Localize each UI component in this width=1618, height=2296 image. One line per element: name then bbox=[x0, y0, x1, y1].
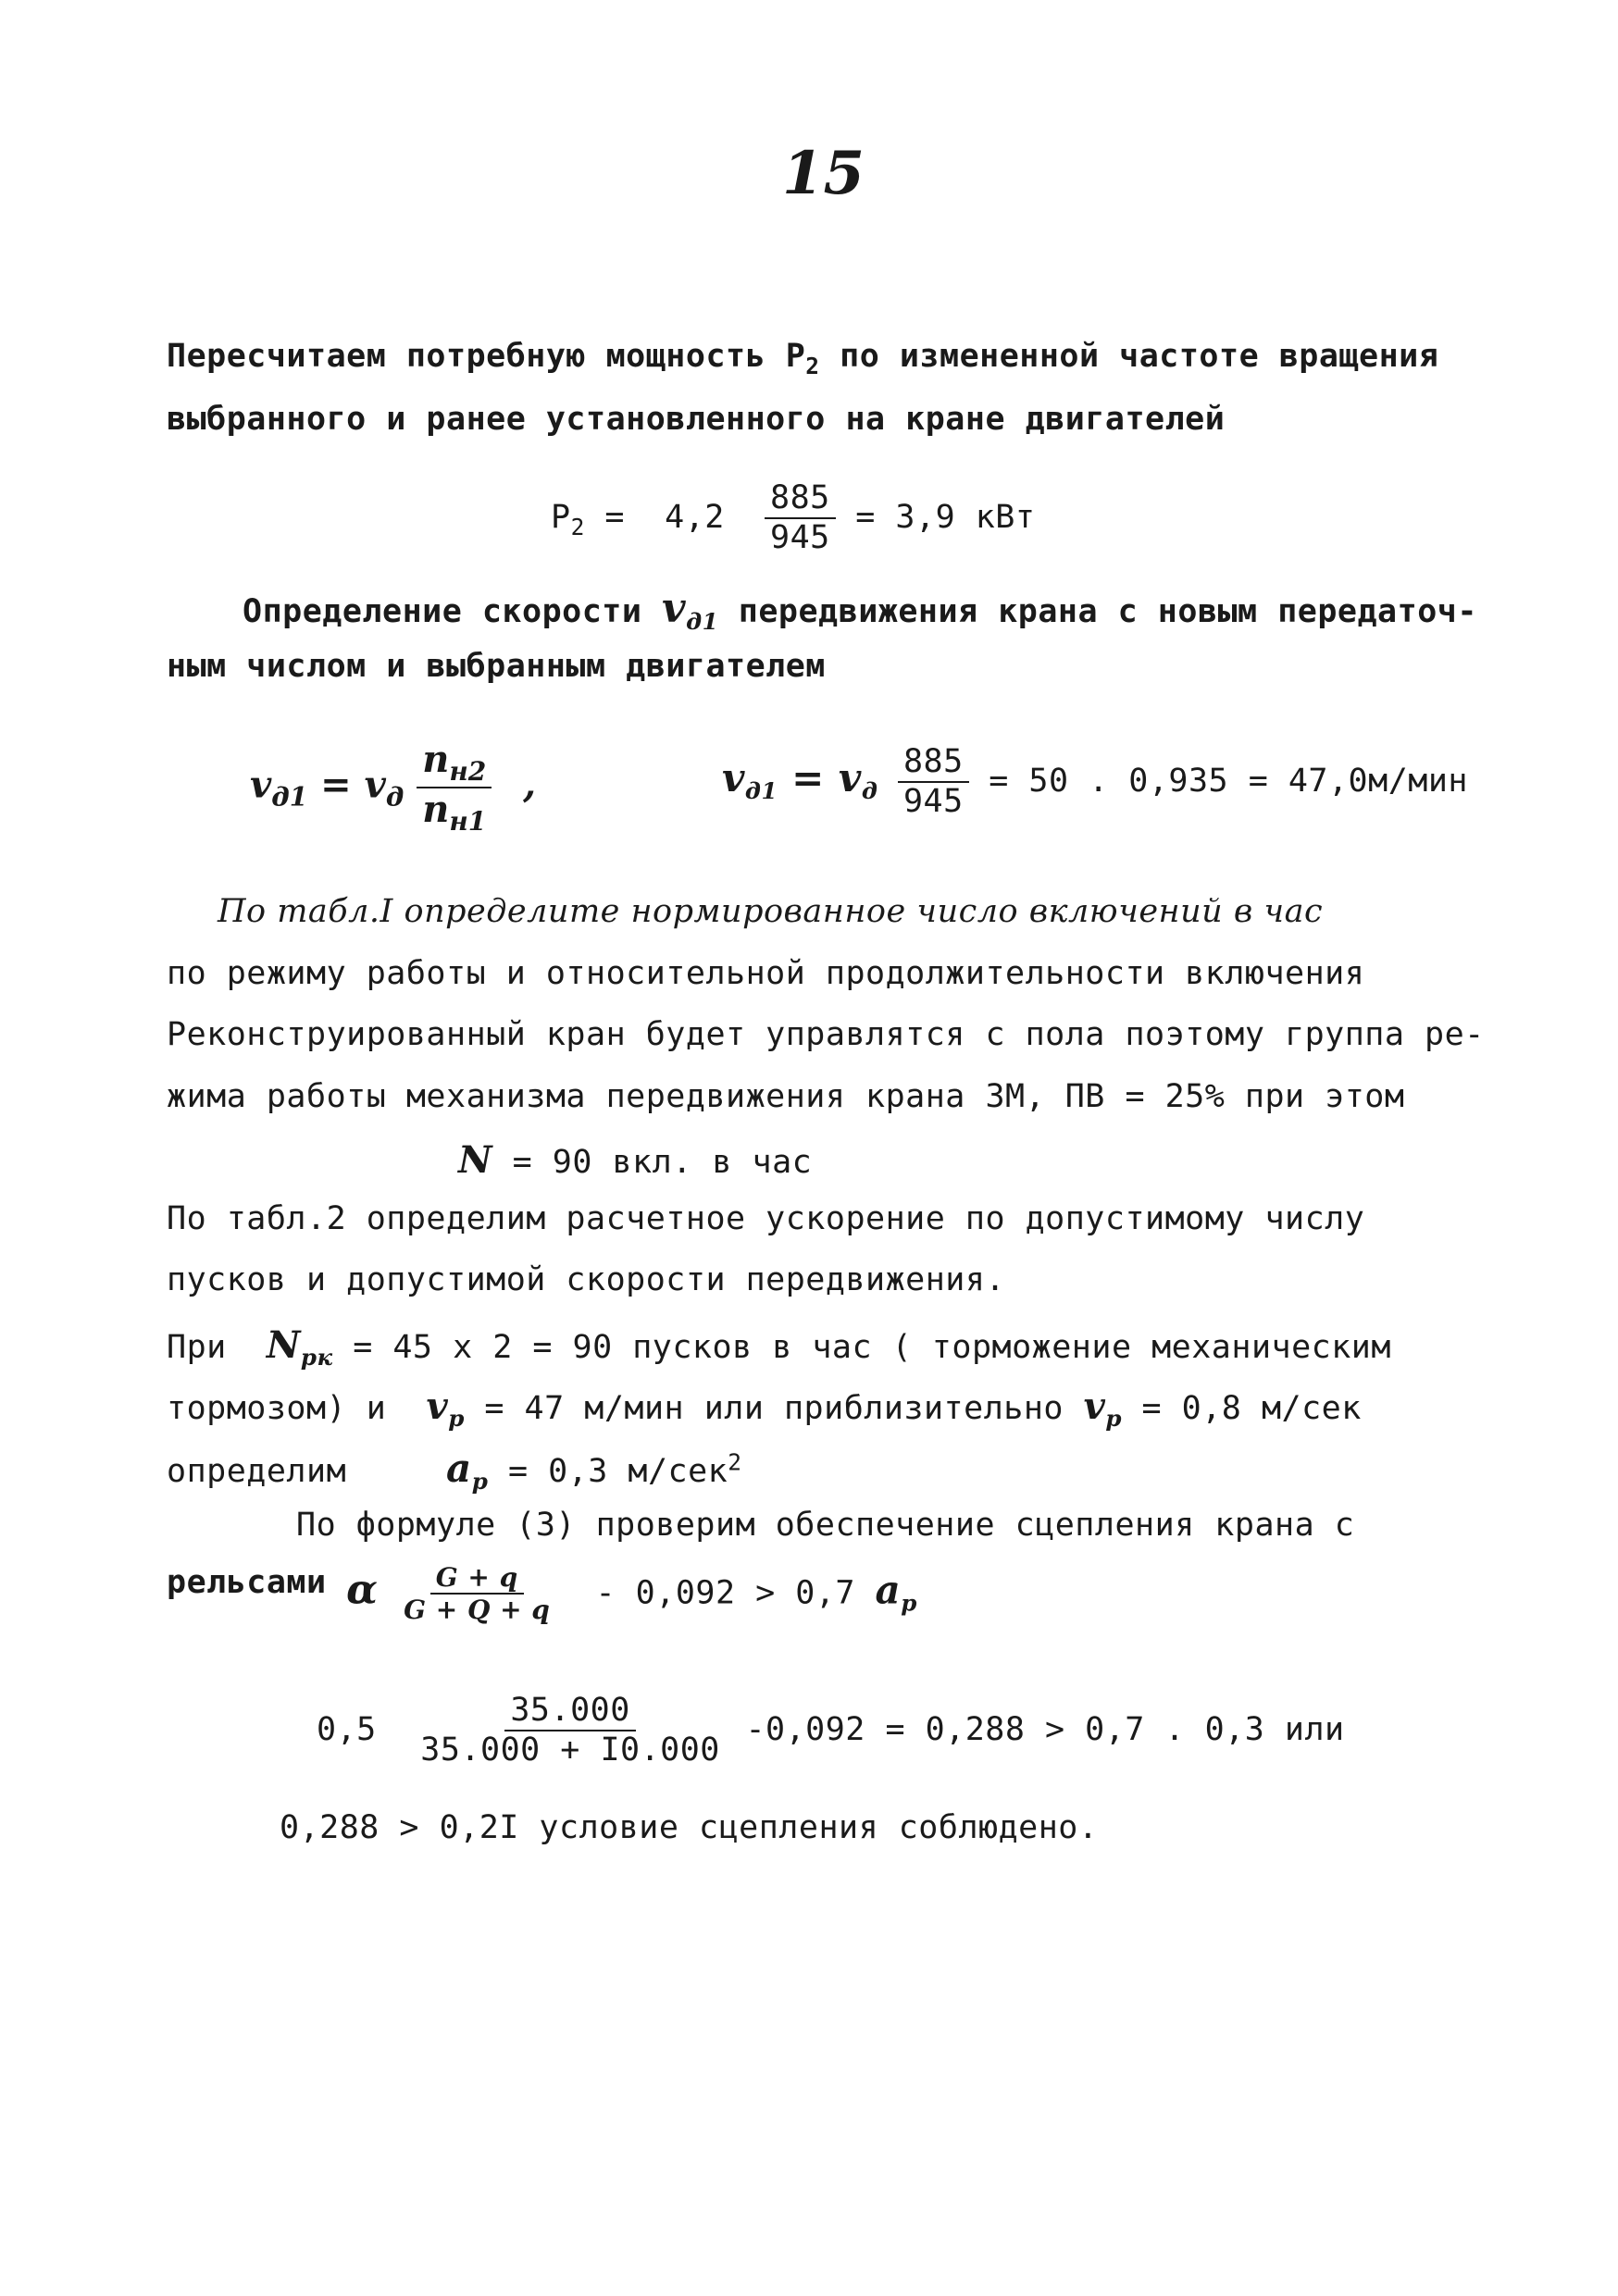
formula3-line-2 bbox=[167, 1564, 917, 1624]
table2-ap-symbol: a bbox=[446, 1446, 472, 1491]
table2-line-5 bbox=[167, 1446, 742, 1495]
formula3-denominator: G + Q + q bbox=[404, 1595, 551, 1626]
eq1-fraction bbox=[765, 481, 836, 555]
formula3-fraction bbox=[398, 1564, 555, 1624]
equation-speed-new bbox=[722, 745, 1468, 819]
formula3-numerator: G + q bbox=[430, 1564, 524, 1595]
speed-text-a: Определение скорости bbox=[243, 593, 663, 630]
formula3-rhs: - 0,092 > 0,7 bbox=[555, 1574, 876, 1612]
eq2-right-eq-sub: д bbox=[861, 776, 878, 804]
formula3-rails-label: рельсами bbox=[167, 1564, 327, 1601]
table2-line-1: По табл.2 определим расчетное ускорение по допустимому числу bbox=[167, 1200, 1365, 1237]
equation-adhesion bbox=[317, 1694, 1345, 1768]
table1-line-4: жима работы механизма передвижения крана 3М, ПВ = 25% при этом bbox=[167, 1078, 1405, 1115]
eq2-right-eq: = v bbox=[778, 754, 862, 800]
table2-line-3 bbox=[167, 1323, 1391, 1371]
table2-line3-b: = 45 x 2 = 90 пусков в час ( торможение механическим bbox=[332, 1329, 1391, 1366]
table1-italic-line: По табл.I определите нормированное число включений в час bbox=[218, 893, 1324, 930]
eq1-rhs: = 3,9 кВт bbox=[835, 498, 1036, 536]
table1-n-symbol: N bbox=[458, 1138, 493, 1182]
eq2-left-lhs: v bbox=[250, 763, 272, 807]
table1-n-value: = 90 вкл. в час bbox=[492, 1144, 813, 1181]
eq2-left-num-sub: н2 bbox=[449, 756, 487, 787]
eq2-left-den-symbol: n bbox=[422, 788, 450, 832]
eq4-rhs: -0,092 = 0,288 > 0,7 . 0,3 или bbox=[725, 1710, 1345, 1748]
eq2-left-eq: = v bbox=[307, 763, 386, 807]
formula3-ap-symbol: a bbox=[875, 1567, 902, 1613]
equation-speed-general bbox=[250, 740, 536, 836]
table2-npk-symbol: N bbox=[266, 1323, 301, 1367]
eq1-denominator: 945 bbox=[770, 518, 830, 556]
formula3-ap-sub: р bbox=[901, 1589, 917, 1617]
page-number: 15 bbox=[782, 139, 865, 208]
table1-line-3: Реконструированный кран будет управлятся с пола поэтому группа ре- bbox=[167, 1016, 1485, 1053]
speed-v-sub: д1 bbox=[686, 608, 719, 635]
intro-line-2: выбранного и ранее установленного на кране двигателей bbox=[167, 401, 1226, 438]
eq1-numerator: 885 bbox=[765, 481, 836, 519]
table2-vr-symbol: v bbox=[426, 1384, 449, 1428]
intro-text-b: по измененной частоте вращения bbox=[819, 338, 1439, 375]
eq4-fraction bbox=[415, 1694, 726, 1768]
table2-line-4 bbox=[167, 1384, 1362, 1432]
eq1-lhs: Р bbox=[551, 498, 571, 536]
eq2-left-num-symbol: n bbox=[422, 738, 450, 781]
table1-n-line bbox=[458, 1138, 812, 1182]
table2-line3-a: При bbox=[167, 1329, 267, 1366]
speed-line-1 bbox=[243, 585, 1477, 635]
speed-v-symbol: v bbox=[662, 585, 687, 632]
intro-subscript: 2 bbox=[805, 353, 820, 379]
table2-ap-sub: р bbox=[471, 1468, 489, 1495]
table2-npk-sub: рк bbox=[300, 1344, 333, 1371]
eq2-right-rhs: = 50 . 0,935 = 47,0м/мин bbox=[968, 762, 1468, 800]
table2-line-2: пусков и допустимой скорости передвижения. bbox=[167, 1261, 1006, 1298]
eq4-coef: 0,5 bbox=[317, 1710, 377, 1748]
eq2-right-numerator: 885 bbox=[898, 745, 969, 783]
equation-power bbox=[551, 481, 1035, 555]
table2-vr2-sub: р bbox=[1105, 1405, 1122, 1432]
table2-vr-sub: р bbox=[448, 1405, 465, 1432]
eq2-left-eq-sub: д bbox=[385, 781, 404, 813]
eq2-left-lhs-sub: д1 bbox=[271, 781, 308, 813]
eq1-lhs-sub: 2 bbox=[570, 513, 585, 540]
intro-text-a: Пересчитаем потребную мощность Р bbox=[167, 338, 806, 375]
eq2-left-numerator bbox=[417, 740, 492, 788]
conclusion: 0,288 > 0,2I условие сцепления соблюдено. bbox=[280, 1809, 1099, 1846]
eq4-denominator: 35.000 + I0.000 bbox=[420, 1731, 720, 1769]
speed-line-2: ным числом и выбранным двигателем bbox=[167, 648, 826, 685]
table2-line4-b: = 47 м/мин или приблизительно bbox=[464, 1390, 1084, 1427]
table2-vr2-symbol: v bbox=[1083, 1384, 1106, 1428]
eq2-right-denominator: 945 bbox=[902, 782, 964, 820]
eq2-right-lhs: v bbox=[722, 754, 745, 800]
table2-line5-a: определим bbox=[167, 1453, 447, 1490]
eq4-numerator: 35.000 bbox=[504, 1694, 635, 1731]
eq2-left-denominator bbox=[417, 788, 492, 838]
eq2-right-fraction bbox=[898, 745, 969, 819]
eq2-left-fraction bbox=[417, 740, 492, 836]
eq2-comma: , bbox=[523, 763, 537, 807]
formula3-line-1: По формуле (3) проверим обеспечение сцепления крана с bbox=[296, 1507, 1355, 1544]
table2-line5-b: = 0,3 м/сек bbox=[488, 1453, 728, 1490]
formula3-alpha: α bbox=[346, 1566, 379, 1614]
table1-line-2: по режиму работы и относительной продолжительности включения bbox=[167, 955, 1365, 992]
table2-line4-c: = 0,8 м/сек bbox=[1121, 1390, 1362, 1427]
intro-line-1 bbox=[167, 338, 1438, 379]
table2-line5-sup: 2 bbox=[728, 1448, 742, 1476]
speed-text-b: передвижения крана с новым передаточ- bbox=[718, 593, 1477, 630]
table2-line4-a: тормозом) и bbox=[167, 1390, 427, 1427]
eq2-right-lhs-sub: д1 bbox=[744, 776, 778, 804]
eq2-left-den-sub: н1 bbox=[449, 806, 487, 838]
eq1-eq: = 4,2 bbox=[584, 498, 745, 536]
